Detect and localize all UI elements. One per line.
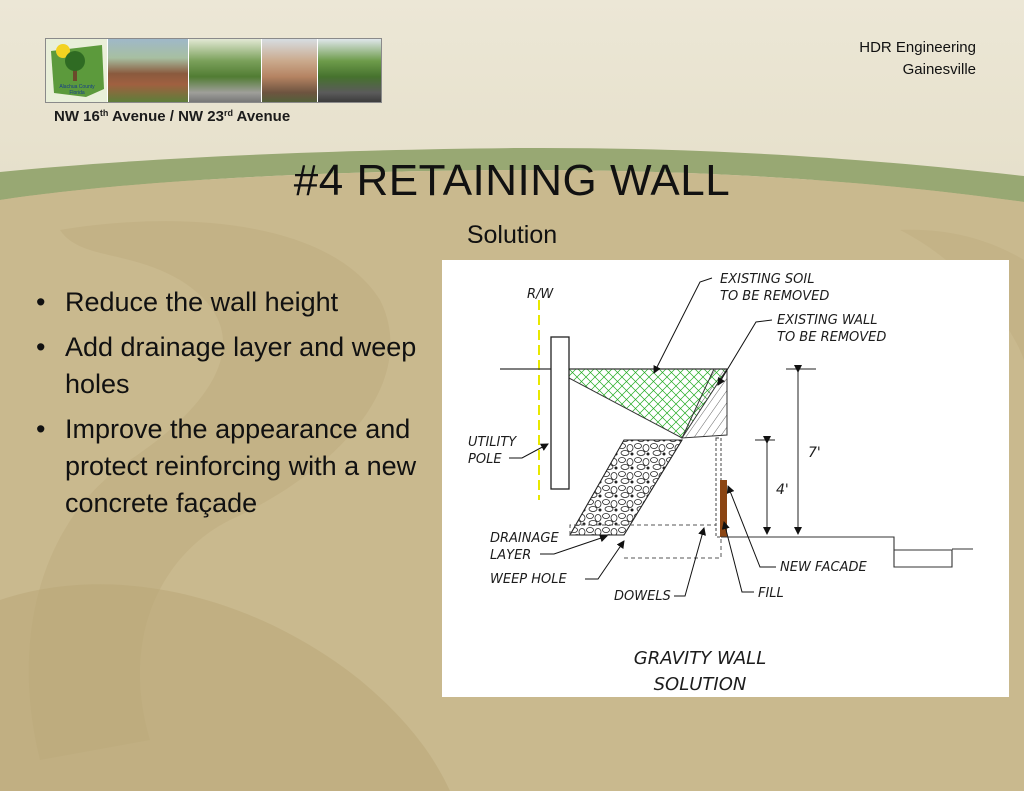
drainage-layer-label: LAYER: [490, 548, 532, 563]
bullet-dot: •: [36, 332, 46, 362]
photo-building: [262, 39, 317, 102]
dim-7-label: 7': [808, 445, 821, 461]
utility-pole-label: POLE: [468, 452, 502, 467]
rw-label: R/W: [527, 287, 554, 302]
photo-road: [318, 39, 381, 102]
organization-header: [859, 37, 976, 81]
photo-brick-sign: [108, 39, 188, 102]
photo-strip: [45, 38, 382, 103]
bullet-list: [36, 284, 446, 530]
dowels-leader: [674, 528, 704, 596]
existing-soil-leader: [654, 278, 712, 373]
bullet-item: [36, 284, 446, 321]
slide-subtitle: Solution: [466, 221, 558, 249]
existing-soil-label: EXISTING SOIL: [720, 272, 815, 287]
county-logo: [46, 39, 107, 102]
project-title: NW 16th Avenue / NW 23rd Avenue: [54, 108, 291, 125]
existing-wall-label: TO BE REMOVED: [777, 330, 887, 345]
utility-pole-label: UTILITY: [468, 435, 517, 450]
tree-icon: [65, 51, 85, 71]
new-facade-label: NEW FACADE: [780, 560, 867, 575]
bullet-item: [36, 329, 446, 403]
existing-soil-label: TO BE REMOVED: [720, 289, 830, 304]
drainage-layer-gravel: [570, 440, 682, 535]
diagram-caption: GRAVITY WALL: [633, 648, 767, 669]
bullet-item: [36, 411, 446, 522]
org-name: HDR Engineering: [859, 39, 976, 56]
fill-label: FILL: [758, 586, 784, 601]
weep-hole-label: WEEP HOLE: [490, 572, 567, 587]
org-location: Gainesville: [902, 61, 976, 78]
diagram-caption: SOLUTION: [653, 674, 747, 695]
drainage-layer-label: DRAINAGE: [490, 531, 559, 546]
new-facade-leader: [728, 486, 776, 567]
logo-text-line2: Florida: [69, 90, 85, 96]
dim-4-label: 4': [776, 482, 789, 498]
bullet-text: Add drainage layer and weep holes: [65, 332, 417, 399]
fill-leader: [724, 522, 754, 592]
footing-bottom: [624, 537, 721, 558]
bullet-dot: •: [36, 287, 46, 317]
bullet-text: Reduce the wall height: [65, 287, 339, 317]
slide-title: #4 RETAINING WALL: [293, 156, 731, 205]
existing-wall-label: EXISTING WALL: [777, 313, 878, 328]
bullet-dot: •: [36, 414, 46, 444]
logo-text-line1: Alachua County: [59, 84, 95, 90]
bullet-text: Improve the appearance and protect reinforcing with a new concrete façade: [65, 414, 417, 518]
photo-street-trees: [189, 39, 261, 102]
gravity-wall-diagram: [442, 260, 1009, 697]
dowels-label: DOWELS: [614, 589, 671, 604]
utility-pole: [551, 337, 569, 489]
weep-hole-leader: [585, 541, 624, 579]
